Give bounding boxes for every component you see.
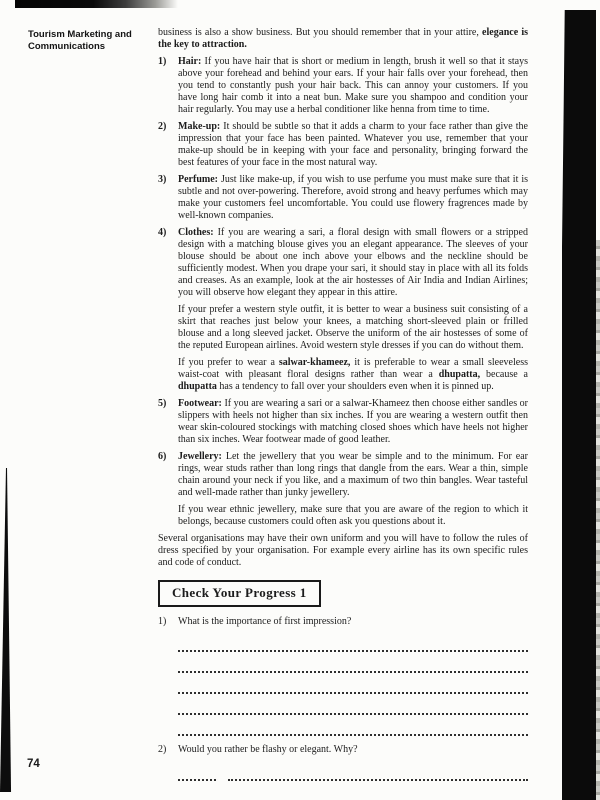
item-label: Jewellery: [178, 451, 222, 462]
scan-artifact-right-noise [596, 240, 600, 800]
dotted-segment-gap [216, 762, 228, 781]
scan-artifact-left-wedge [0, 468, 13, 792]
item-number: 6) [158, 451, 167, 462]
item-text [178, 451, 528, 499]
list-item-perfume [158, 174, 528, 222]
margin-header [28, 29, 146, 52]
question-text: Would you rather be flashy or elegant. Why? [178, 744, 358, 755]
dotted-segment [228, 762, 528, 781]
dotted-segment [178, 762, 216, 781]
question-2 [158, 744, 528, 756]
list-item-hair [158, 56, 528, 116]
item-body-text: If you are wearing a sari or a salwar-Khameez then choose either sandles or slippers with heels not higher than six inches. If you are wearing a western outfit then wear skin-coloured stockings with matching closed shoes which have heels not higher than six inches. Wear footwear made of good leather. [178, 398, 528, 445]
item-text [178, 174, 528, 222]
question-number: 2) [158, 744, 167, 755]
intro-paragraph [158, 27, 528, 51]
text-segment: If you prefer to wear a [178, 357, 279, 368]
text-segment: it is preferable to wear a small sleeveless waist-coat with pleasant floral designs rather than wear a [178, 357, 528, 380]
dotted-answer-line [178, 652, 528, 673]
item-number: 2) [158, 121, 167, 132]
text-segment-bold: dhupatta, [438, 369, 481, 380]
list-item-footwear [158, 398, 528, 446]
margin-header-line1: Tourism Marketing and [28, 29, 132, 40]
check-your-progress-box: Check Your Progress 1 [158, 580, 321, 607]
main-text-column [158, 27, 528, 781]
clothes-western-paragraph: If your prefer a western style outfit, it is better to wear a business suit consisting of a skirt that reaches just below your knees, a matching short-sleeved plain or frilled blouse and a long sleeved jacket. Observe the uniform of the air hostesses of some of the reputed European airlines. Avoid western style dresses if you can do without them. [178, 304, 528, 351]
item-number: 4) [158, 227, 167, 238]
item-label: Footwear: [178, 398, 222, 409]
item-body-text: Let the jewellery that you wear be simple and to the minimum. For ear rings, wear studs rather than long rings that dangle from the ears. Wear a thin, simple chain around your neck if you like, and a maximum of two thin bangles. Wear tasteful and well-made rather than junky jewellery. [178, 451, 528, 498]
item-label: Hair: [178, 56, 202, 67]
dotted-answer-line [178, 673, 528, 694]
item-body-text: It should be subtle so that it adds a charm to your face rather than give the impression that your face has been painted. Whatever you use, remember that your make-up should be in keeping with your face and personality, bringing forward the best features of your face in the most natural way. [178, 121, 528, 168]
list-item-clothes [158, 227, 528, 299]
item-label: Clothes: [178, 227, 214, 238]
item-text [178, 121, 528, 169]
scan-artifact-top-bar [15, 0, 178, 8]
question-number: 1) [158, 616, 167, 627]
question-text: What is the importance of first impression? [178, 616, 352, 627]
list-item-makeup [158, 121, 528, 169]
item-label: Make-up: [178, 121, 221, 132]
item-text [178, 56, 528, 116]
page-number: 74 [27, 758, 40, 770]
question-1 [158, 616, 528, 628]
text-segment: has a tendency to fall over your shoulders even when it is pinned up. [216, 381, 494, 392]
text-segment-bold: salwar-khameez, [278, 357, 351, 368]
item-label: Perfume: [178, 174, 218, 185]
list-item-jewellery [158, 451, 528, 499]
dotted-answer-line [178, 694, 528, 715]
dotted-answer-line [178, 715, 528, 736]
clothes-salwar-paragraph [178, 357, 528, 393]
margin-header-line2: Communications [28, 40, 106, 52]
item-text [178, 227, 528, 299]
text-segment: because a [480, 369, 528, 380]
answer-lines-q1 [178, 631, 528, 736]
dotted-answer-line [178, 631, 528, 652]
scan-artifact-right-bar [562, 10, 596, 800]
item-number: 3) [158, 174, 167, 185]
item-text [178, 398, 528, 446]
intro-bold-text: elegance is the key to attraction. [158, 27, 528, 50]
item-number: 5) [158, 398, 167, 409]
item-body-text: If you are wearing a sari, a floral design with small flowers or a stripped design with a matching blouse gives you an elegant appearance. The sleeves of your blouse should be about one inch above your elbows and the neckline should be sufficiently modest. When you drape your sari, it should stay in place with all its folds and creases. As an example, look at the air hostesses of Air India and Indian Airlines; you will observe how elegant they appear in this attire. [178, 227, 528, 298]
dotted-answer-line-split [178, 762, 528, 781]
closing-paragraph: Several organisations may have their own uniform and you will have to follow the rules of dress specified by your organisation. For example every airline has its own specific rules and code of conduct. [158, 533, 528, 568]
jewellery-ethnic-paragraph: If you wear ethnic jewellery, make sure that you are aware of the region to which it belongs, because customers could often ask you questions about it. [178, 504, 528, 527]
text-segment-bold: dhupatta [178, 381, 217, 392]
item-body-text: If you have hair that is short or medium in length, brush it well so that it stays above your forehead and behind your ears. If your hair falls over your forehead, then you tend to constantly push your hair back. This can annoy your customers. If you have long hair comb it into a neat bun. Make sure you shampoo and condition your hair regularly. You may use a herbal conditioner like henna from time to time. [178, 56, 528, 115]
item-number: 1) [158, 56, 167, 67]
item-body-text: Just like make-up, if you wish to use perfume you must make sure that it is subtle and not over-powering. Therefore, avoid strong and heavy perfumes which may make your customers feel uncomfortable. You could use flowery fragrences made by well-known companies. [178, 174, 528, 221]
intro-text: business is also a show business. But you should remember that in your attire, [158, 27, 483, 38]
